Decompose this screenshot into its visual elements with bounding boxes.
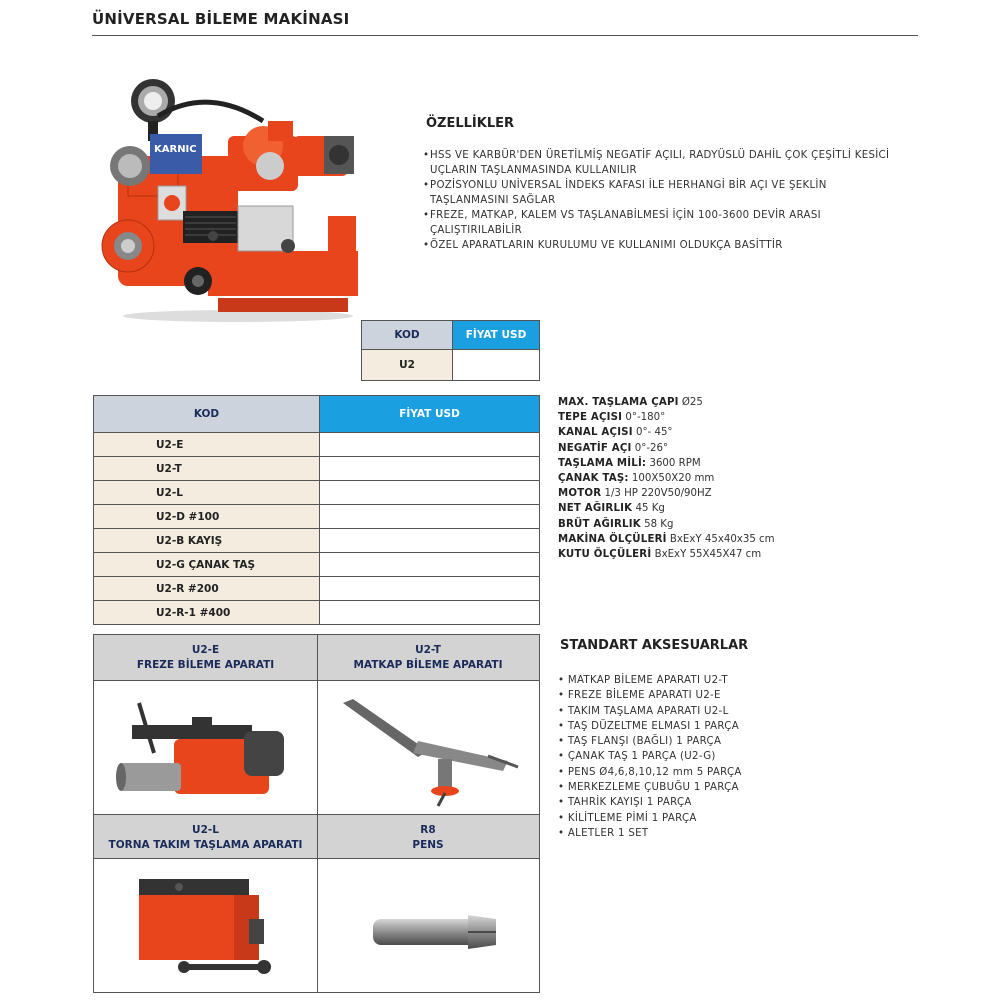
feature-item: • ÖZEL APARATLARIN KURULUMU VE KULLANIMI OLDUKÇA BASİTTİR	[420, 238, 900, 253]
spec-key: BRÜT AĞIRLIK	[558, 518, 641, 530]
accessory-item: • FREZE BİLEME APARATI U2-E	[558, 688, 742, 703]
torna-apparatus-image	[94, 859, 317, 992]
spec-key: ÇANAK TAŞ:	[558, 473, 629, 485]
apparatus-code: U2-T	[415, 644, 441, 656]
apparatus-header-u2t	[317, 635, 539, 681]
apparatus-header-u2e	[94, 635, 317, 681]
main-price-table	[361, 320, 540, 381]
spec-value: 0°- 45°	[635, 427, 673, 439]
accessory-item: • MATKAP BİLEME APARATI U2-T	[558, 673, 742, 688]
cell-fiyat	[320, 577, 540, 601]
spec-row	[558, 547, 775, 562]
apparatus-code: R8	[420, 824, 436, 836]
features-title: ÖZELLİKLER	[426, 116, 515, 131]
cell-fiyat	[453, 350, 540, 381]
cell-kod: U2-G ÇANAK TAŞ	[94, 553, 320, 577]
accessories-list	[558, 673, 742, 841]
table-row	[94, 457, 540, 481]
table-row	[94, 553, 540, 577]
accessory-item: • PENS Ø4,6,8,10,12 mm 5 PARÇA	[558, 765, 742, 780]
spec-key: TAŞLAMA MİLİ:	[558, 457, 647, 469]
spec-value: 3600 RPM	[649, 457, 701, 469]
accessories-title: STANDART AKSESUARLAR	[560, 638, 749, 653]
cell-fiyat	[320, 529, 540, 553]
grinding-machine-image	[88, 66, 378, 326]
spec-value: BxExY 55X45X47 cm	[654, 549, 762, 561]
spec-row	[558, 517, 775, 532]
cell-kod: U2-E	[94, 433, 320, 457]
cell-kod: U2-R #200	[94, 577, 320, 601]
apparatus-code: U2-L	[192, 824, 219, 836]
table-row	[94, 481, 540, 505]
col-header-kod: KOD	[362, 321, 453, 350]
apparatus-grid	[93, 634, 540, 993]
matkap-apparatus-image	[318, 681, 539, 814]
col-header-kod: KOD	[94, 396, 320, 433]
apparatus-name: FREZE BİLEME APARATI	[136, 659, 275, 671]
accessory-price-table	[93, 395, 540, 625]
cell-kod: U2-T	[94, 457, 320, 481]
accessory-item: • TAŞ DÜZELTME ELMASI 1 PARÇA	[558, 719, 742, 734]
spec-key: NET AĞIRLIK	[558, 503, 633, 515]
spec-key: MOTOR	[558, 488, 602, 500]
accessory-item: • TAKIM TAŞLAMA APARATI U2-L	[558, 704, 742, 719]
cell-fiyat	[320, 457, 540, 481]
cell-fiyat	[320, 553, 540, 577]
cell-kod: U2-R-1 #400	[94, 601, 320, 625]
table-row	[94, 505, 540, 529]
accessory-item: • KİLİTLEME PİMİ 1 PARÇA	[558, 811, 742, 826]
apparatus-code: U2-E	[191, 644, 220, 656]
spec-row	[558, 456, 775, 471]
apparatus-header-r8	[317, 815, 539, 859]
cell-fiyat	[320, 481, 540, 505]
spec-key: MAKİNA ÖLÇÜLERİ	[558, 533, 667, 545]
spec-value: 0°-26°	[634, 442, 669, 454]
spec-list	[558, 395, 775, 562]
spec-key: TEPE AÇISI	[558, 412, 623, 424]
cell-kod: U2-L	[94, 481, 320, 505]
pens-image	[318, 859, 539, 992]
page-title: ÜNİVERSAL BİLEME MAKİNASI	[92, 10, 350, 28]
brand-label: KARNIC	[154, 144, 197, 155]
accessory-item: • TAHRİK KAYIŞI 1 PARÇA	[558, 795, 742, 810]
accessory-item: • ÇANAK TAŞ 1 PARÇA (U2-G)	[558, 749, 742, 764]
freze-apparatus-image	[94, 681, 317, 814]
cell-kod: U2	[362, 350, 453, 381]
feature-item: • POZİSYONLU UNİVERSAL İNDEKS KAFASI İLE HERHANGİ BİR AÇI VE ŞEKLİN TAŞLANMASINI SAĞLAR	[420, 178, 900, 208]
spec-value: 100X50X20 mm	[631, 473, 715, 485]
apparatus-name: TORNA TAKIM TAŞLAMA APARATI	[108, 839, 303, 851]
cell-fiyat	[320, 505, 540, 529]
cell-fiyat	[320, 601, 540, 625]
accessory-item: • MERKEZLEME ÇUBUĞU 1 PARÇA	[558, 780, 742, 795]
table-row	[94, 529, 540, 553]
features-list	[420, 148, 900, 253]
grid-vertical-divider	[317, 635, 318, 992]
table-row	[94, 577, 540, 601]
accessory-item: • ALETLER 1 SET	[558, 826, 742, 841]
title-divider	[92, 35, 918, 36]
spec-row	[558, 471, 775, 486]
spec-key: KANAL AÇISI	[558, 427, 633, 439]
spec-value: 45 Kg	[635, 503, 665, 515]
spec-value: 58 Kg	[644, 518, 674, 530]
cell-kod: U2-D #100	[94, 505, 320, 529]
spec-key: NEGATİF AÇI	[558, 442, 632, 454]
spec-value: Ø25	[681, 397, 703, 408]
apparatus-name: PENS	[412, 839, 444, 851]
spec-row	[558, 501, 775, 516]
spec-row	[558, 425, 775, 440]
feature-item: • HSS VE KARBÜR'DEN ÜRETİLMİŞ NEGATİF AÇILI, RADYÜSLÜ DAHİL ÇOK ÇEŞİTLİ KESİCİ UÇLARIN TAŞLANMASINDA KULLANILIR	[420, 148, 900, 178]
spec-row	[558, 532, 775, 547]
spec-row	[558, 395, 775, 410]
accessory-item: • TAŞ FLANŞI (BAĞLI) 1 PARÇA	[558, 734, 742, 749]
spec-value: 0°-180°	[625, 412, 666, 424]
spec-key: MAX. TAŞLAMA ÇAPI	[558, 397, 679, 408]
spec-value: BxExY 45x40x35 cm	[669, 533, 775, 545]
cell-kod: U2-B KAYIŞ	[94, 529, 320, 553]
spec-row	[558, 410, 775, 425]
table-row	[362, 350, 540, 381]
col-header-fiyat: FİYAT USD	[320, 396, 540, 433]
table-row	[94, 433, 540, 457]
spec-key: KUTU ÖLÇÜLERİ	[558, 549, 652, 561]
apparatus-name: MATKAP BİLEME APARATI	[353, 659, 503, 671]
spec-row	[558, 441, 775, 456]
spec-row	[558, 486, 775, 501]
col-header-fiyat: FİYAT USD	[453, 321, 540, 350]
table-row	[94, 601, 540, 625]
apparatus-header-u2l	[94, 815, 317, 859]
spec-value: 1/3 HP 220V50/90HZ	[604, 488, 712, 500]
feature-item: • FREZE, MATKAP, KALEM VS TAŞLANABİLMESİ İÇİN 100-3600 DEVİR ARASI ÇALIŞTIRILABİLİR	[420, 208, 900, 238]
cell-fiyat	[320, 433, 540, 457]
